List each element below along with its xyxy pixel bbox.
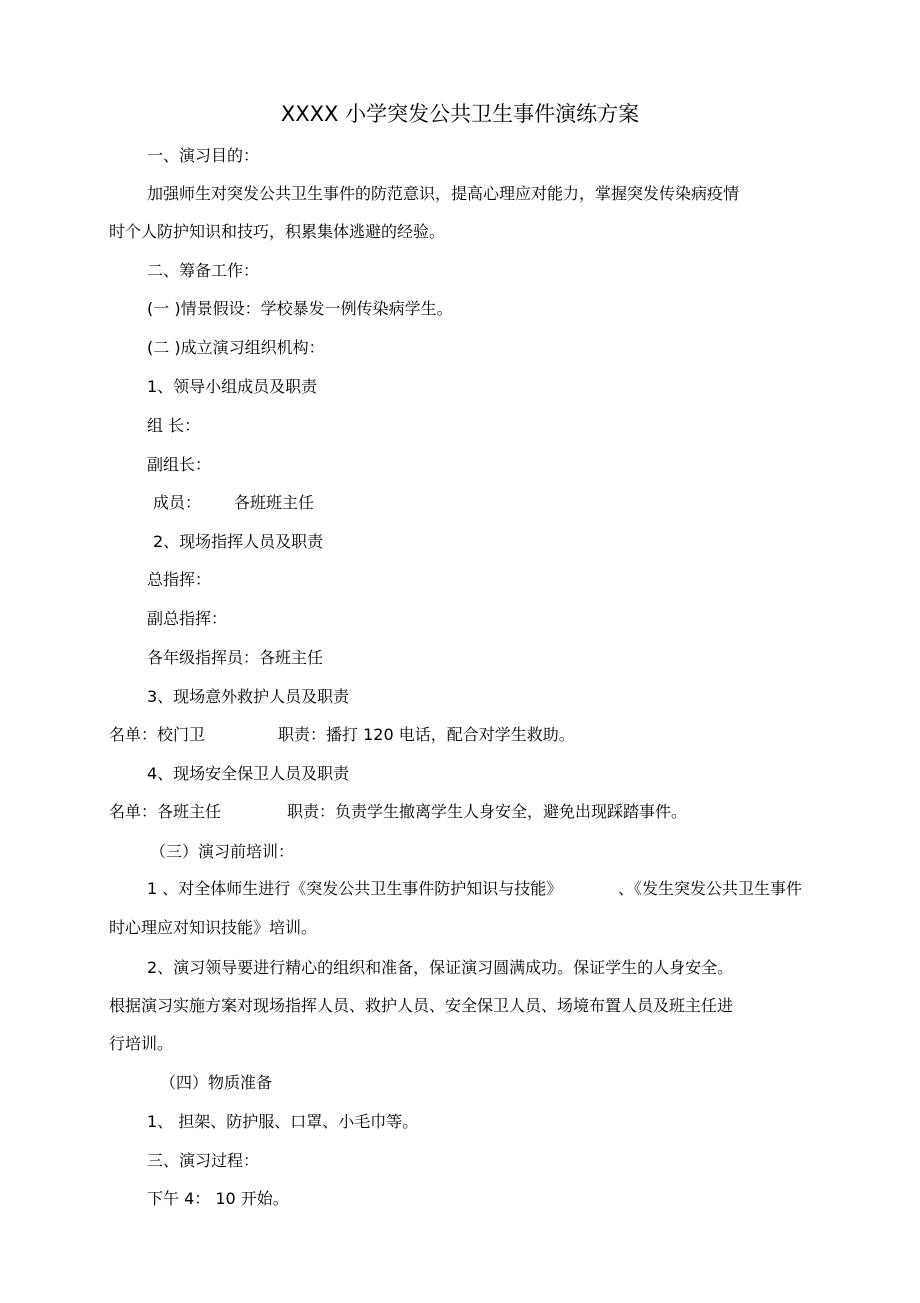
section-heading-materials: （四）物质准备 (160, 1073, 273, 1092)
training-item-1-part-2: 、《发生突发公共卫生事件 (618, 879, 803, 898)
subheading-rescue-group: 3、现场意外救护人员及职责 (147, 687, 350, 706)
document-title: XXXX 小学突发公共卫生事件演练方案 (280, 102, 640, 126)
materials-item: 1、 担架、防护服、口罩、小毛巾等。 (147, 1112, 419, 1131)
field-grade-commander: 各年级指挥员：各班主任 (147, 648, 324, 667)
training-item-1-line-2: 时心理应对知识技能》培训。 (109, 918, 318, 937)
paragraph-purpose-line-2: 时个人防护知识和技巧，积累集体逃避的经验。 (109, 222, 446, 241)
section-heading-training: （三）演习前培训： (150, 842, 295, 861)
security-duty: 职责：负责学生撤离学生人身安全，避免出现踩踏事件。 (287, 802, 688, 821)
rescue-duty: 职责：播打 120 电话，配合对学生救助。 (278, 725, 575, 744)
field-vice-commander: 副总指挥： (147, 609, 228, 628)
list-item-organization: (二 )成立演习组织机构： (147, 338, 325, 357)
field-vice-leader: 副组长： (147, 455, 212, 474)
section-heading-purpose: 一、演习目的： (147, 146, 260, 165)
section-heading-preparation: 二、筹备工作： (147, 261, 260, 280)
training-item-2-line-1: 2、演习领导要进行精心的组织和准备，保证演习圆满成功。保证学生的人身安全。 (147, 958, 734, 977)
training-item-1-part-1: 1 、对全体师生进行《突发公共卫生事件防护知识与技能》 (147, 879, 563, 898)
field-members-value: 各班班主任 (234, 493, 315, 512)
field-leader: 组 长： (147, 416, 201, 435)
subheading-commander-group: 2、现场指挥人员及职责 (153, 532, 324, 551)
list-item-scenario: (一 )情景假设：学校暴发一例传染病学生。 (147, 299, 453, 318)
training-item-2-line-2: 根据演习实施方案对现场指挥人员、救护人员、安全保卫人员、场境布置人员及班主任进 (109, 996, 734, 1015)
field-commander: 总指挥： (147, 570, 212, 589)
rescue-names: 名单：校门卫 (109, 725, 206, 744)
training-item-2-line-3: 行培训。 (109, 1034, 174, 1053)
paragraph-purpose-line-1: 加强师生对突发公共卫生事件的防范意识，提高心理应对能力，掌握突发传染病疫情 (147, 184, 740, 203)
subheading-security-group: 4、现场安全保卫人员及职责 (147, 764, 350, 783)
field-members-label: 成员： (153, 493, 202, 512)
security-names: 名单：各班主任 (109, 802, 222, 821)
process-start-time: 下午 4： 10 开始。 (147, 1189, 289, 1208)
section-heading-process: 三、演习过程： (147, 1151, 260, 1170)
subheading-leader-group: 1、领导小组成员及职责 (147, 377, 318, 396)
